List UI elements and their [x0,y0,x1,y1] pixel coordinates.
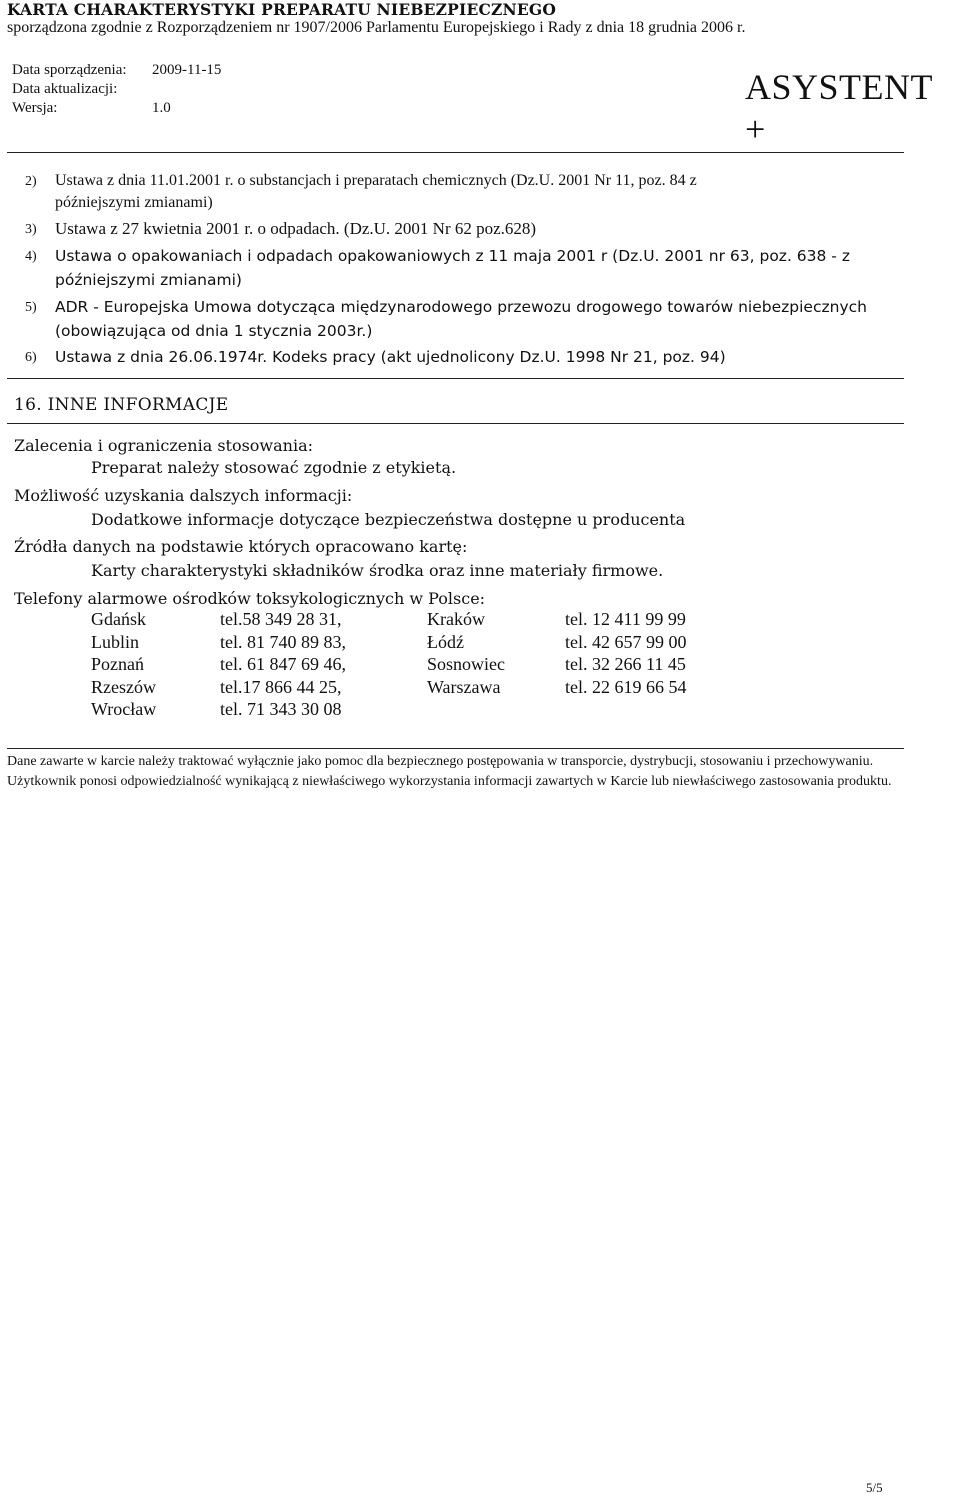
section-divider [7,423,904,424]
phone-city: Kraków [427,609,485,629]
list-number: 4) [25,249,37,264]
document-title: KARTA CHARAKTERYSTYKI PREPARATU NIEBEZPIECZNEGO [7,0,557,19]
creation-date-value: 2009-11-15 [152,62,222,78]
header-divider [7,152,904,153]
list-item-line: Ustawa o opakowaniach i odpadach opakowaniowych z 11 maja 2001 r (Dz.U. 2001 nr 63, poz. 638 - z [55,247,850,265]
phone-number: tel. 22 619 66 54 [565,677,687,697]
list-item [55,295,867,343]
list-item [55,345,726,369]
phone-number: tel. 71 343 30 08 [220,699,342,719]
update-date-label: Data aktualizacji: [12,81,118,97]
info-label: Zalecenia i ograniczenia stosowania: [14,436,314,455]
list-item [55,244,850,292]
list-item-line: późniejszymi zmianami) [55,271,242,289]
list-item-line: Ustawa z 27 kwietnia 2001 r. o odpadach. (Dz.U. 2001 Nr 62 poz.628) [55,219,537,238]
phone-number: tel.58 349 28 31, [220,609,342,629]
phone-city: Lublin [91,632,139,652]
phone-number: tel. 42 657 99 00 [565,632,687,652]
phone-number: tel.17 866 44 25, [220,677,342,697]
phone-number: tel. 12 411 99 99 [565,609,686,629]
info-label: Źródła danych na podstawie których opracowano kartę: [14,537,468,556]
section-divider [7,378,904,379]
phone-number: tel. 81 740 89 83, [220,632,346,652]
phone-city: Poznań [91,654,144,674]
list-item [55,170,697,214]
version-value: 1.0 [152,100,171,116]
phone-number: tel. 32 266 11 45 [565,654,686,674]
info-value: Dodatkowe informacje dotyczące bezpieczeństwa dostępne u producenta [91,510,686,529]
phone-city: Rzeszów [91,677,156,697]
document-subtitle: sporządzona zgodnie z Rozporządzeniem nr 1907/2006 Parlamentu Europejskiego i Rady z dnia 18 grudnia 2006 r. [7,19,746,36]
list-number: 2) [25,174,37,189]
list-number: 6) [25,350,37,365]
phone-city: Warszawa [427,677,501,697]
list-item-line: późniejszymi zmianami) [55,194,213,211]
footer-disclaimer: Dane zawarte w karcie należy traktować wyłącznie jako pomoc dla bezpiecznego postępowania w transporcie, dystrybucji, stosowaniu i przechowywaniu. Użytkownik ponosi odpowiedzialność wynikającą z niewłaściwego wykorzystania informacji zawartych w Karcie lub niewłaściwego zastosowania produktu. [7,754,892,789]
phone-city: Sosnowiec [427,654,505,674]
phone-city: Gdańsk [91,609,146,629]
version-label: Wersja: [12,100,58,116]
list-item [55,218,536,240]
list-item-line: (obowiązująca od dnia 1 stycznia 2003r.) [55,322,373,340]
list-item-line: Ustawa z dnia 11.01.2001 r. o substancjach i preparatach chemicznych (Dz.U. 2001 Nr 11, poz. 84 z [55,172,697,189]
list-number: 5) [25,300,37,315]
info-value: Preparat należy stosować zgodnie z etykietą. [91,458,457,477]
creation-date-label: Data sporządzenia: [12,62,127,78]
list-item-line: Ustawa z dnia 26.06.1974r. Kodeks pracy (akt ujednolicony Dz.U. 1998 Nr 21, poz. 94) [55,348,726,366]
info-label: Możliwość uzyskania dalszych informacji: [14,486,353,505]
phones-label: Telefony alarmowe ośrodków toksykologicznych w Polsce: [14,589,486,608]
list-number: 3) [25,222,37,237]
info-value: Karty charakterystyki składników środka oraz inne materiały firmowe. [91,561,664,580]
page-number: 5/5 [866,1480,883,1495]
product-name: ASYSTENT + [745,67,933,149]
footer-divider [7,748,904,749]
section-heading: 16. INNE INFORMACJE [14,395,229,415]
list-item-line: ADR - Europejska Umowa dotycząca międzynarodowego przewozu drogowego towarów niebezpiecznych [55,298,867,316]
phone-city: Łódź [427,632,464,652]
phone-city: Wrocław [91,699,157,719]
phone-number: tel. 61 847 69 46, [220,654,346,674]
